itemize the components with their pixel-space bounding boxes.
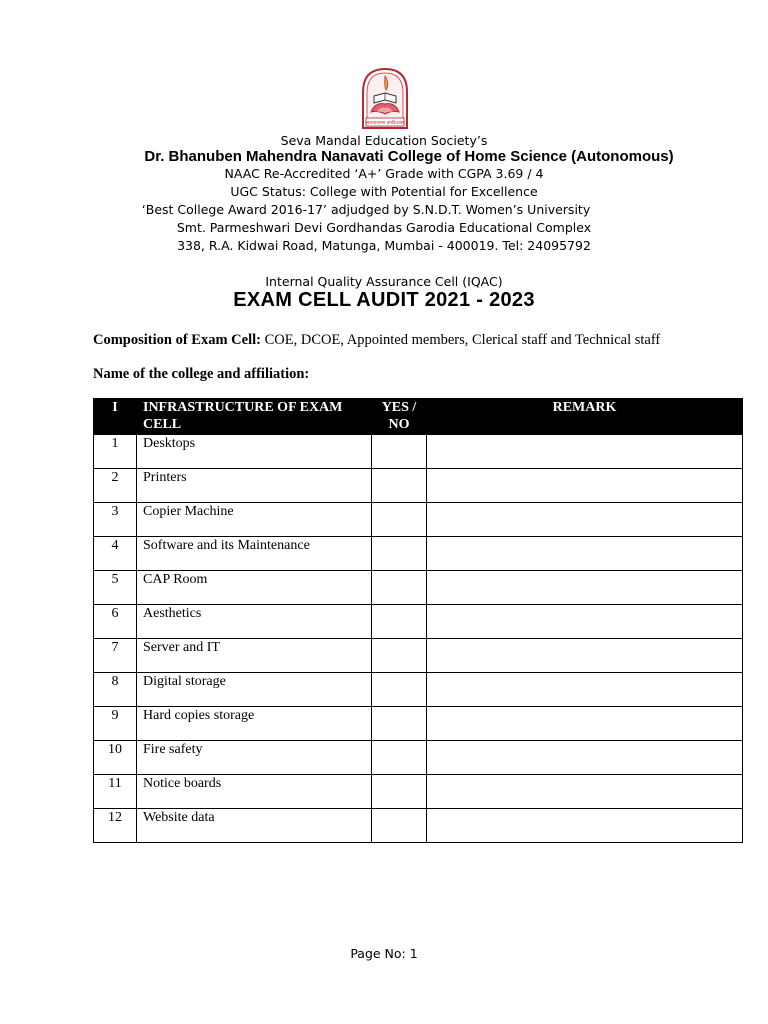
infrastructure-table [93,398,743,843]
college-award: ‘Best College Award 2016-17’ adjudged by S.N.D.T. Women’s University [141,202,591,217]
table-header-row [94,399,743,435]
iqac-heading: Internal Quality Assurance Cell (IQAC) [265,274,503,289]
header-yes-no: YES / NO [372,399,427,435]
composition-label: Composition of Exam Cell: [93,332,261,348]
table-body [94,435,743,843]
row-number: 11 [94,775,137,809]
row-infrastructure-item: Aesthetics [137,605,372,639]
row-number: 10 [94,741,137,775]
row-number: 2 [94,469,137,503]
row-infrastructure-item: Server and IT [137,639,372,673]
row-number: 9 [94,707,137,741]
row-infrastructure-item: Website data [137,809,372,843]
row-remark-cell[interactable] [427,503,743,537]
row-remark-cell[interactable] [427,707,743,741]
row-remark-cell[interactable] [427,775,743,809]
row-remark-cell[interactable] [427,537,743,571]
naac-accreditation: NAAC Re-Accredited ‘A+’ Grade with CGPA 3.69 / 4 [224,166,544,181]
educational-complex: Smt. Parmeshwari Devi Gordhandas Garodia Educational Complex [176,220,592,235]
table-row [94,571,743,605]
row-yes-no-cell[interactable] [372,741,427,775]
row-infrastructure-item: Fire safety [137,741,372,775]
composition-value: COE, DCOE, Appointed members, Clerical staff and Technical staff [260,332,661,348]
header-infrastructure: INFRASTRUCTURE OF EXAM CELL [137,399,372,435]
row-infrastructure-item: CAP Room [137,571,372,605]
row-yes-no-cell[interactable] [372,809,427,843]
table-row [94,503,743,537]
row-remark-cell[interactable] [427,639,743,673]
row-infrastructure-item: Hard copies storage [137,707,372,741]
table-row [94,469,743,503]
row-remark-cell[interactable] [427,605,743,639]
emblem-motto: स्वाध्यायान्मा प्रमदितव्यम् [365,121,405,126]
row-infrastructure-item: Copier Machine [137,503,372,537]
row-infrastructure-item: Software and its Maintenance [137,537,372,571]
row-yes-no-cell[interactable] [372,707,427,741]
row-infrastructure-item: Digital storage [137,673,372,707]
header-number: I [94,399,137,435]
row-number: 1 [94,435,137,469]
row-yes-no-cell[interactable] [372,605,427,639]
college-name: Dr. Bhanuben Mahendra Nanavati College of Home Science (Autonomous) [144,148,674,165]
row-number: 7 [94,639,137,673]
table-row [94,809,743,843]
college-address: 338, R.A. Kidwai Road, Matunga, Mumbai - 400019. Tel: 24095792 [177,238,591,253]
table-row [94,435,743,469]
header-remark: REMARK [427,399,743,435]
table-row [94,775,743,809]
row-remark-cell[interactable] [427,571,743,605]
table-row [94,673,743,707]
table-row [94,707,743,741]
row-remark-cell[interactable] [427,673,743,707]
ugc-status: UGC Status: College with Potential for Excellence [230,184,538,199]
row-remark-cell[interactable] [427,469,743,503]
row-yes-no-cell[interactable] [372,775,427,809]
table-row [94,741,743,775]
row-number: 12 [94,809,137,843]
row-yes-no-cell[interactable] [372,673,427,707]
row-number: 5 [94,571,137,605]
college-emblem-logo [357,66,413,132]
row-yes-no-cell[interactable] [372,537,427,571]
row-infrastructure-item: Notice boards [137,775,372,809]
row-yes-no-cell[interactable] [372,571,427,605]
page-title: EXAM CELL AUDIT 2021 - 2023 [233,289,535,311]
row-number: 3 [94,503,137,537]
row-yes-no-cell[interactable] [372,639,427,673]
row-infrastructure-item: Desktops [137,435,372,469]
row-remark-cell[interactable] [427,741,743,775]
table-row [94,605,743,639]
society-name: Seva Mandal Education Society’s [280,133,488,148]
row-infrastructure-item: Printers [137,469,372,503]
college-affiliation-label: Name of the college and affiliation: [93,366,310,382]
table-row [94,537,743,571]
table-row [94,639,743,673]
page-number: Page No: 1 [350,946,418,961]
row-remark-cell[interactable] [427,435,743,469]
row-yes-no-cell[interactable] [372,435,427,469]
row-remark-cell[interactable] [427,809,743,843]
row-yes-no-cell[interactable] [372,503,427,537]
row-number: 4 [94,537,137,571]
row-number: 6 [94,605,137,639]
row-yes-no-cell[interactable] [372,469,427,503]
composition-line [93,332,660,349]
row-number: 8 [94,673,137,707]
